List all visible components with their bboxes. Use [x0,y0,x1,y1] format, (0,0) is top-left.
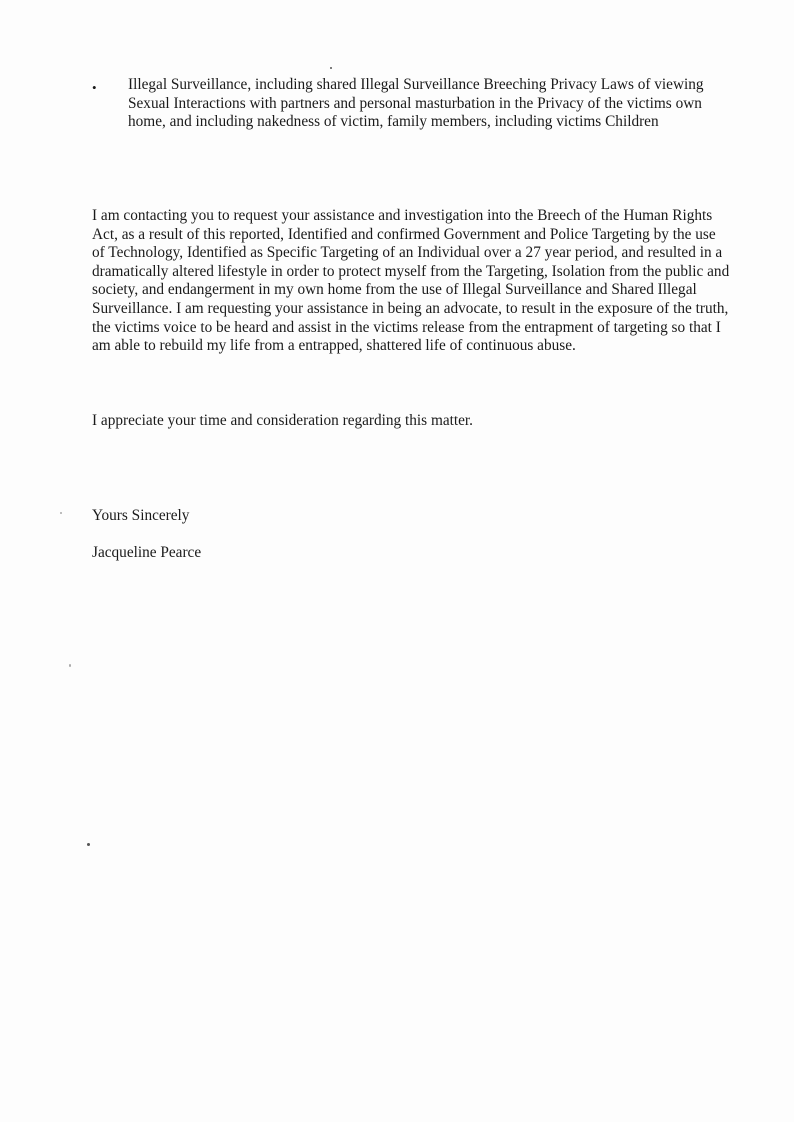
main-paragraph: I am contacting you to request your assistance and investigation into the Breech of the Human Rights Act, as a result of this reported, Identified and confirmed Government and Police Targeting by the use of Technology, Identified as Specific Targeting of an Individual over a 27 year period, and resulted in a dramatically altered lifestyle in order to protect myself from the Targeting, Isolation from the public and society, and endangerment in my own home from the use of Illegal Surveillance and Shared Illegal Surveillance. I am requesting your assistance in being an advocate, to result in the exposure of the truth, the victims voice to be heard and assist in the victims release from the entrapment of targeting so that I am able to rebuild my life from a entrapped, shattered life of continuous abuse. [92,207,730,355]
bullet-text: Illegal Surveillance, including shared Illegal Surveillance Breeching Privacy Laws of viewing Sexual Interactions with partners and personal masturbation in the Privacy of the victims own home, and including nakedness of victim, family members, including victims Children [128,76,704,131]
thanks-paragraph: I appreciate your time and consideration regarding this matter. [92,412,474,429]
bullet-list-item [92,76,732,132]
scan-speck [60,512,62,514]
valediction: Yours Sincerely [92,507,190,524]
bullet-marker: • [92,80,97,95]
scan-speck [330,67,332,69]
scan-speck [69,664,71,667]
signature-name: Jacqueline Pearce [92,544,202,561]
scan-speck [87,843,90,846]
